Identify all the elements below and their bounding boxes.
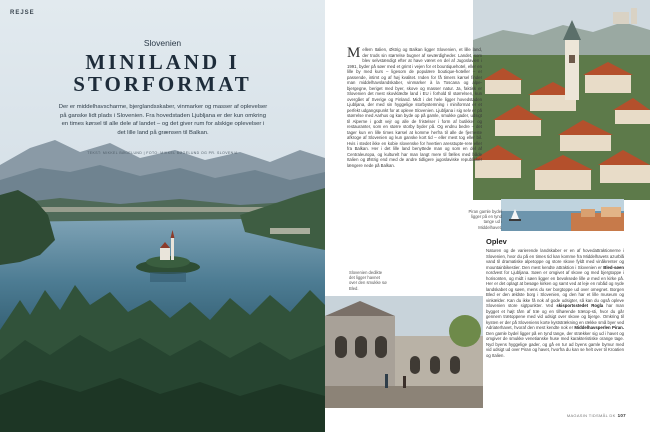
- title-line-2: STORFORMAT: [73, 72, 252, 96]
- oplev-body-2: nordvest for Ljubljana. Søen er omgivet af skove og med bjergtoppe i horisonten, og midt i søen ligger en bevoksede lille ø med en kirke på. Her er det oplagt at besøge kirken og samt ved at leje en robåd og nyde landskabet og søen, mens du ser borgtoppe ud over omegnet. Borgen Bled er den ældste borg i Slovenien, og den har et lille museum og vinkælder. Kan du ikke få nok af gode udsigter, så kan du også opleve Slovenien store sigtpunkter. Ved: [486, 270, 624, 308]
- title-line-1: MINILAND I: [85, 50, 240, 74]
- oplev-body-4: Den gamle bydel ligger på en tynd tange, der strækker sig ud i havet og omgiver de smukke venetianske huse med karakteristiske orange tage. Nyd byens hyggelige gader, og gå en tur ad byens gamle bymur med vid udsigt ud over Piran og havet, hvorfra du kan se helt over til Kroatien og Italien.: [486, 330, 624, 358]
- oplev-body-1: Naturen og de varierende landskaber er en af hovedattraktionerne i Slovenien, hvor du på en times tid kan komme fra Middelhavets azurblå vand til dramatiske alpetoppe og store skove fyldt med vinåkrenter og mountainbikestier. Den mest kendte attraktion i Slovenien er: [486, 248, 624, 270]
- intro-text: [347, 47, 482, 168]
- caption-piran: Piran gamle bydel ligger på en tynd tange ud i Middelhavet.: [468, 209, 502, 230]
- folio-label: MAGASIN TIDSMÅL DK: [566, 413, 616, 418]
- oplev-text: [486, 248, 624, 358]
- right-page: [325, 0, 650, 432]
- highlight-bled: Bled-søen: [603, 264, 624, 270]
- article-pretitle: Slovenien: [143, 38, 182, 48]
- caption-bled: Slovenien dedikte det ligger havnet over den smukke sø Bled.: [349, 270, 387, 291]
- oplev-body-3: har man bygget et højt tårn af træ og en tilhørende trætop-sti, hvor du går gennem trætoppene med vid udsigt over skove og bjerge. Omkring til kysten er der på Sloveniens korte kyststrækning en række små byer ved Adriaterhavet, hvoraf den mest kendte nok er: [486, 303, 625, 330]
- piran-harbor-photo: [501, 199, 624, 231]
- section-label: REJSE: [10, 10, 35, 16]
- intro-body: ellem Italien, Østrig og Balkan ligger Slovenien, et lille land, der trods sin størrelse bugner af seværdigheder. Landet, som blev selvstændigt efter at have været en del af Jugoslavien i 1991, byder på søer med et grimt i vejen for et bountiquehotel, eller en lille by med kurs – ligesom de populære boutique-hoteller – er passende, intimt og af høj kvalitet. Inden for få timers kørsel finder man middelhavslandskaber, vinmarker à la Toscana og alpe-bjergegne, beriget med byer, skove og masser natur. Ja, faktisk er Slovenien det mest skovklædte land i EU i forhold til størrelsen, kun overgået af Sverige og Finland. Midt i det hele ligger hovedstaden Ljubljana, der med sin hyggelige storbystemning i miniformat er et perfekt udgangspunkt for at opleve Slovenien. Ljubljana i sig selv er på størrelse med Aarhus og kan byde op på gamle, smukke gader, udsigt til Alperne i godt vejr og alle de fristelser i form af butikker og restauranter, som en større storby byder på. Og endnu bedre – det tager kun en lille times kørsel at komme herfra til alle de fjerneste afkroge af Slovenien og kun ganske kort tid – eller mest tog eller bil. Hvis i stedet ikke en kobie slovenske for hvertien aresstupte-rere eller fra Balkan. Her i det lille land benyttede man og som en del af Centraleuropa, og kulturelt har man langt mere til fælles med både Italien og Østrig end med de andre tidligere jugoslaviske republikker længere nede på Balkan.: [347, 47, 482, 168]
- drop-cap: M: [347, 45, 361, 61]
- castle-courtyard-photo: [325, 296, 483, 408]
- oplev-heading: Oplev: [486, 237, 507, 246]
- highlight-piran: Middelhavsperlen Piran.: [574, 325, 624, 330]
- article-title: [0, 51, 325, 95]
- article-lead: Der er middelhavscharme, bjerglandsskaber, vinmarker og masser af oplevelser på ganske lidt plads i Slovenien. Fra hovedstaden Ljubljana er der kun omkring en times kørsel til alle dele af landet – og det giver rum for alskige oplevelser i det lille land på grænsen til Balkan.: [58, 104, 268, 136]
- page-folio: [567, 413, 626, 418]
- ljubljana-town-photo: [473, 0, 650, 200]
- highlight-rogla: skisportsstedet Rogla: [556, 303, 604, 308]
- page-number: 107: [617, 413, 626, 418]
- photo-credit: TEKST: MIKKEL BØGELUND | FOTO: MIKKEL BØGELUND OG PR. SLOVENIA: [87, 151, 238, 155]
